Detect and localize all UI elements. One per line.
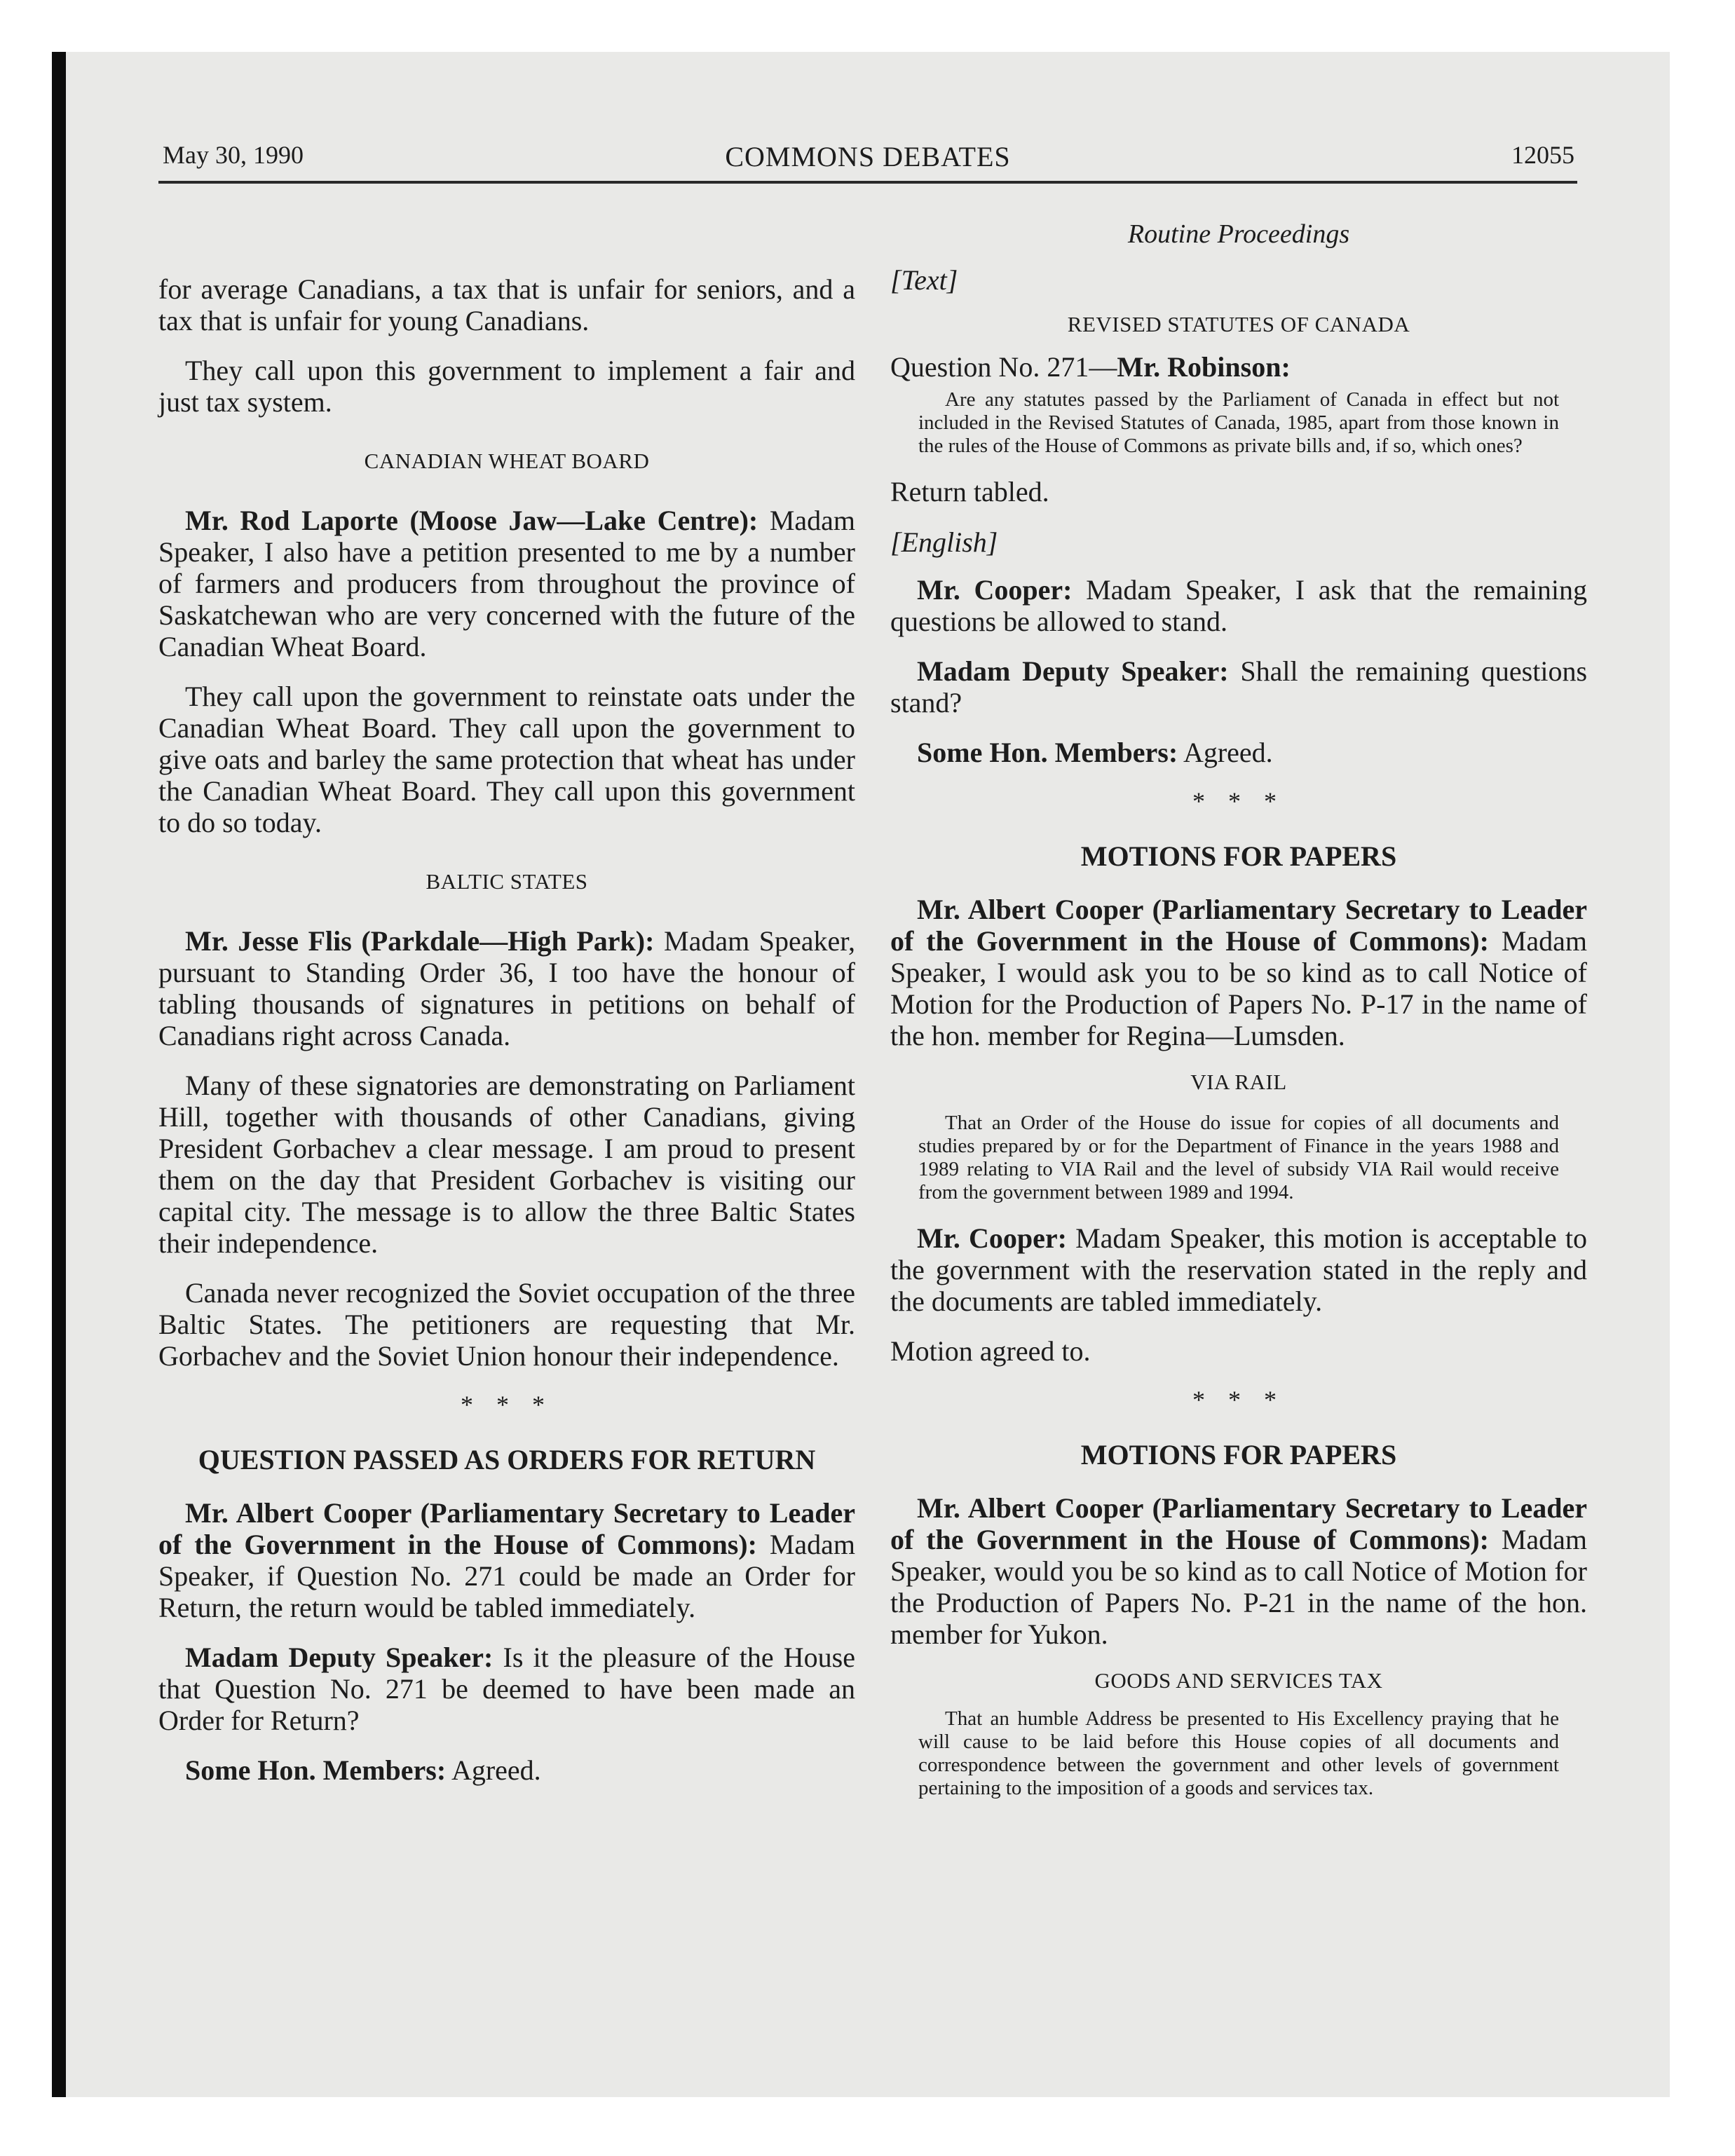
motion-text: That an humble Address be presented to His Excellency praying that he will cause to be laid before this House copies of all documents and correspondence between the government and other levels of government pertaining to the imposition of a goods and services tax. <box>918 1707 1559 1799</box>
speaker-name: Some Hon. Members: <box>917 737 1178 768</box>
speech-text: Madam Speaker, this motion is acceptable to the government with the reservation stated in the reply and the documents are tabled immediately. <box>890 1222 1587 1317</box>
page-header <box>158 137 1577 184</box>
paragraph <box>890 1492 1587 1650</box>
speaker-name: Mr. Albert Cooper (Parliamentary Secretary to Leader of the Government in the House of Commons): <box>158 1497 855 1560</box>
speaker-name: Mr. Robinson: <box>1117 351 1291 383</box>
speech-text: Agreed. <box>1178 737 1273 768</box>
paragraph <box>890 894 1587 1051</box>
speech-text: Madam Speaker, pursuant to Standing Order 36, I too have the honour of tabling thousands of signatures in petitions on behalf of Canadians right across Canada. <box>158 925 855 1051</box>
speaker-name: Mr. Albert Cooper (Parliamentary Secretary to Leader of the Government in the House of Commons): <box>890 1492 1587 1555</box>
section-separator: * * * <box>461 1391 553 1419</box>
running-head: Routine Proceedings <box>1127 219 1350 249</box>
motion-text: That an Order of the House do issue for copies of all documents and studies prepared by or for the Department of Finance in the years 1988 and 1989 relating to VIA Rail and the level of subsidy VIA Rail would receive from the government between 1989 and 1994. <box>918 1112 1559 1203</box>
speaker-name: Mr. Cooper: <box>917 574 1073 606</box>
speaker-name: Madam Deputy Speaker: <box>185 1642 494 1673</box>
subheading: BALTIC STATES <box>426 869 588 894</box>
paragraph: Canada never recognized the Soviet occupation of the three Baltic States. The petitioners are requesting that Mr. Gorbachev and the Soviet Union honour their independence. <box>158 1277 855 1372</box>
speaker-name: Mr. Rod Laporte (Moose Jaw—Lake Centre): <box>185 505 758 536</box>
speaker-name: Mr. Albert Cooper (Parliamentary Secretary to Leader of the Government in the House of Commons): <box>890 894 1587 957</box>
paragraph <box>890 737 1587 768</box>
speech-text: Agreed. <box>446 1754 541 1786</box>
speech-text: Madam Speaker, I also have a petition presented to me by a number of farmers and producers from throughout the province of Saskatchewan who are very concerned with the future of the Canadian Wheat Board. <box>158 505 856 662</box>
paragraph <box>158 1642 855 1736</box>
section-heading: MOTIONS FOR PAPERS <box>1080 840 1397 872</box>
header-page-number: 12055 <box>1511 141 1574 169</box>
section-heading: MOTIONS FOR PAPERS <box>1080 1439 1397 1471</box>
paragraph <box>890 655 1587 718</box>
section-heading: QUESTION PASSED AS ORDERS FOR RETURN <box>198 1444 816 1475</box>
paragraph <box>158 505 855 662</box>
subheading: VIA RAIL <box>1190 1070 1287 1094</box>
paragraph <box>158 1754 855 1786</box>
speaker-name: Mr. Jesse Flis (Parkdale—High Park): <box>185 925 655 957</box>
speech-text: Madam Speaker, I would ask you to be so kind as to call Notice of Motion for the Production of Papers No. P-17 in the name of the hon. member for Regina—Lumsden. <box>890 925 1587 1051</box>
paragraph: They call upon the government to reinstate oats under the Canadian Wheat Board. They call upon the government to give oats and barley the same protection that wheat has under the Canadian Wheat Board. They call upon this government to do so today. <box>158 681 855 838</box>
section-separator: * * * <box>1192 787 1285 815</box>
paragraph: They call upon this government to implement a fair and just tax system. <box>158 355 855 418</box>
subheading: GOODS AND SERVICES TAX <box>1094 1668 1383 1693</box>
paragraph <box>890 1222 1587 1317</box>
speech-text: Is it the pleasure of the House that Question No. 271 be deemed to have been made an Order for Return? <box>158 1642 855 1736</box>
question-text: Are any statutes passed by the Parliament of Canada in effect but not included in the Revised Statutes of Canada, 1985, apart from those known in the rules of the House of Commons as private bills and, if so, which ones? <box>918 388 1559 457</box>
paragraph: Motion agreed to. <box>890 1335 1091 1367</box>
paragraph: Many of these signatories are demonstrating on Parliament Hill, together with thousands of other Canadians, giving President Gorbachev a clear message. I am proud to present them on the day that President Gorbachev is visiting our capital city. The message is to allow the three Baltic States their independence. <box>158 1070 855 1259</box>
language-marker: [Text] <box>890 264 958 296</box>
left-column <box>158 210 855 1804</box>
language-marker: [English] <box>890 526 998 558</box>
paragraph <box>158 925 855 1051</box>
header-title: COMMONS DEBATES <box>725 141 1011 172</box>
header-date: May 30, 1990 <box>163 141 304 169</box>
speech-text: Madam Speaker, if Question No. 271 could be made an Order for Return, the return would be tabled immediately. <box>158 1529 855 1623</box>
speaker-name: Mr. Cooper: <box>917 1222 1067 1254</box>
speech-text: Madam Speaker, I ask that the remaining questions be allowed to stand. <box>890 574 1587 637</box>
question-label: Question No. 271— <box>890 351 1117 383</box>
paragraph <box>890 574 1587 637</box>
paragraph: Return tabled. <box>890 476 1049 507</box>
speaker-name: Some Hon. Members: <box>185 1754 447 1786</box>
speaker-name: Madam Deputy Speaker: <box>917 655 1229 687</box>
speech-text: Madam Speaker, would you be so kind as to call Notice of Motion for the Production of Papers No. P-21 in the name of the hon. member for Yukon. <box>890 1524 1587 1650</box>
subheading: CANADIAN WHEAT BOARD <box>364 449 650 473</box>
paragraph <box>158 1497 855 1623</box>
right-column <box>890 210 1587 1818</box>
paragraph: for average Canadians, a tax that is unfair for seniors, and a tax that is unfair for young Canadians. <box>158 273 855 336</box>
speech-text: Shall the remaining questions stand? <box>890 655 1588 718</box>
subheading: REVISED STATUTES OF CANADA <box>1067 312 1410 336</box>
section-separator: * * * <box>1192 1386 1285 1414</box>
question-line <box>890 351 1587 383</box>
